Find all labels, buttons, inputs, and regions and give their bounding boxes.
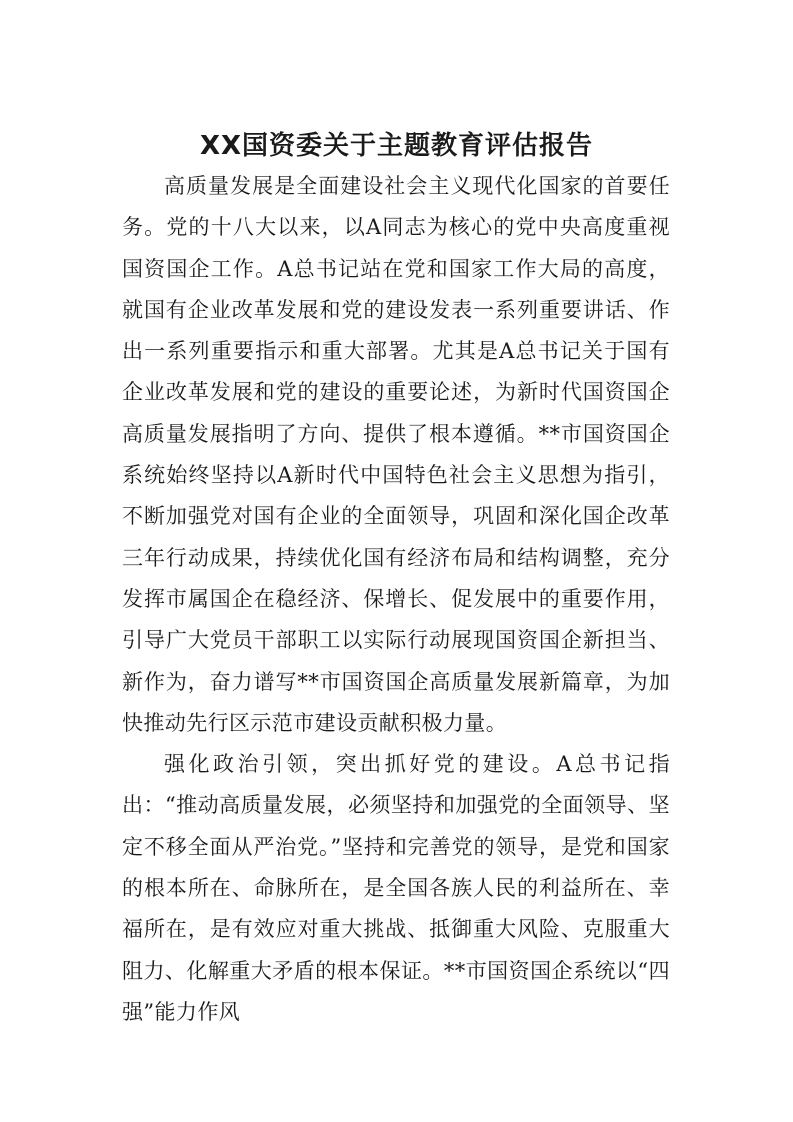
paragraph: 高质量发展是全面建设社会主义现代化国家的首要任务。党的十八大以来，以A同志为核心的党中央高度重视国资国企工作。A总书记站在党和国家工作大局的高度，就国有企业改革发展和党的建设发表一系列重要讲话、作出一系列重要指示和重大部署。尤其是A总书记关于国有企业改革发展和党的建设的重要论述，为新时代国资国企高质量发展指明了方向、提供了根本遵循。**市国资国企系统始终坚持以A新时代中国特色社会主义思想为指引，不断加强党对国有企业的全面领导，巩固和深化国企改革三年行动成果，持续优化国有经济布局和结构调整，充分发挥市属国企在稳经济、保增长、促发展中的重要作用，引导广大党员干部职工以实际行动展现国资国企新担当、新作为，奋力谱写**市国资国企高质量发展新篇章，为加快推动先行区示范市建设贡献积极力量。 (122, 174, 670, 735)
document-title: XX国资委关于主题教育评估报告 (199, 131, 594, 161)
document-body (122, 166, 670, 1033)
paragraph: 强化政治引领，突出抓好党的建设。A总书记指出：“推动高质量发展，必须坚持和加强党的全面领导、坚定不移全面从严治党。”坚持和完善党的领导，是党和国家的根本所在、命脉所在，是全国各族人民的利益所在、幸福所在，是有效应对重大挑战、抵御重大风险、克服重大阻力、化解重大矛盾的根本保证。**市国资国企系统以“四强”能力作风 (122, 752, 670, 1024)
